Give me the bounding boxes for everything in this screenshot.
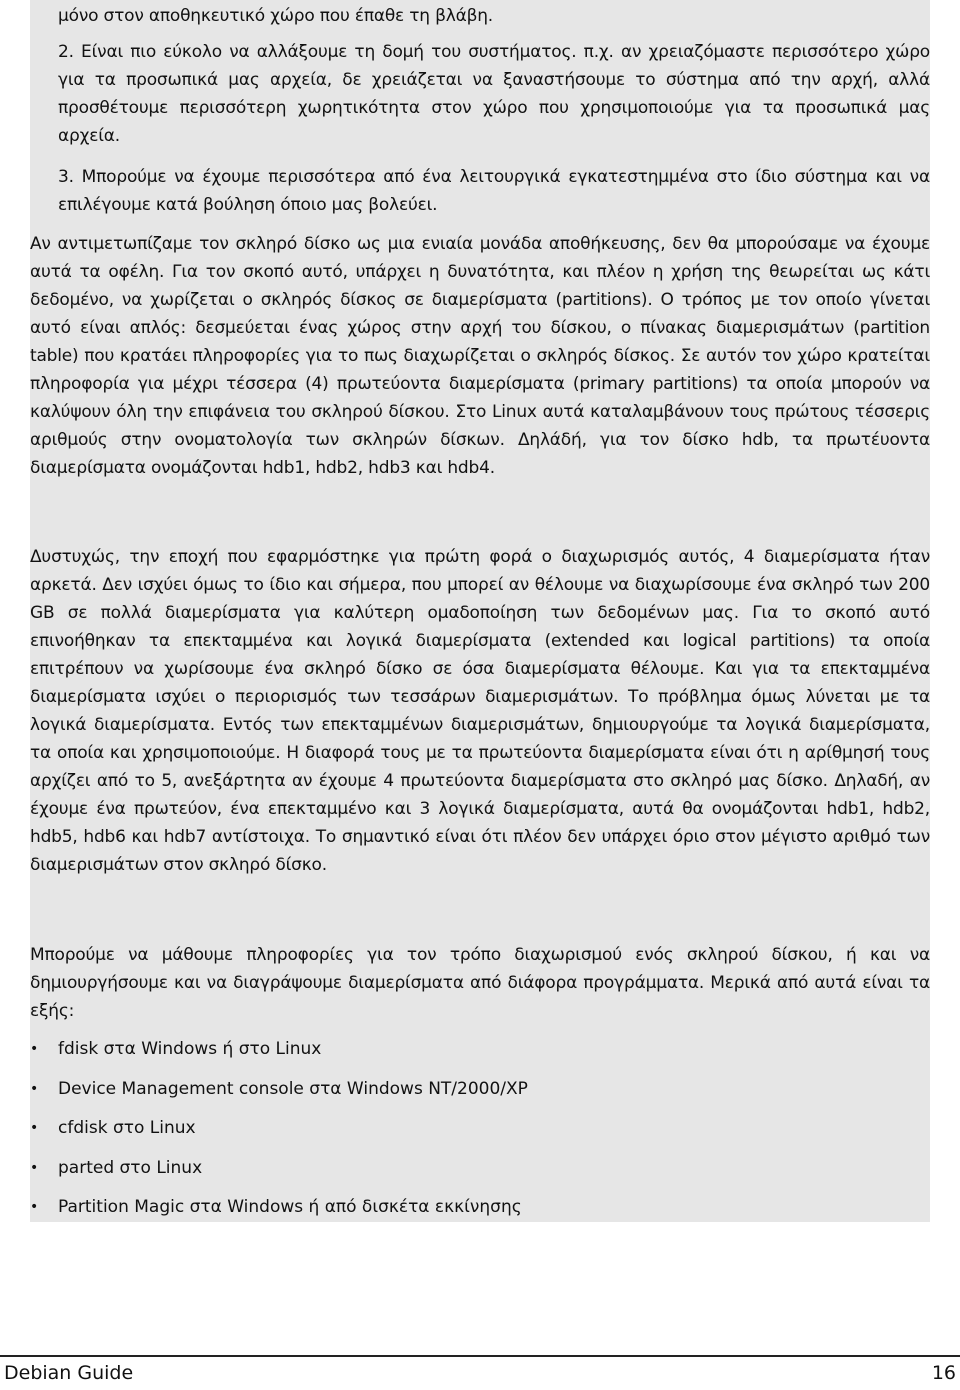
- paragraph-extended-logical: Δυστυχώς, την εποχή που εφαρμόστηκε για πρώτη φορά ο διαχωρισμός αυτός, 4 διαμερίσματα ήταν αρκετά. Δεν ισχύει όμως το ίδιο και σήμερα, που μπορεί αν θέλουμε να διαχωρίσουμε ένα σκληρό των 200 GB σε πολλά διαμερίσματα για καλύτερη ομαδοποίηση των δεδομένων μας. Για το σκοπό αυτό επινοήθηκαν τα επεκταμμένα και λογικά διαμερίσματα (extended και logical partitions) τα οποία επιτρέπουν να χωρίσουμε ένα σκληρό δίσκο σε όσα διαμερίσματα θέλουμε. Και για τα επεκταμμένα διαμερίσματα ισχύει ο περιορισμός των τεσσάρων διαμερισμάτων. Το πρόβλημα όμως λύνεται με τα λογικά διαμερίσματα. Εντός των επεκταμμένων διαμερισμάτων, δημιουργούμε τα λογικά διαμερίσματα, τα οποία και χρησιμοποιούμε. Η διαφορά τους με τα πρωτεύοντα διαμερίσματα είναι ότι η αρίθμησή τους αρχίζει από το 5, ανεξάρτητα αν έχουμε 4 πρωτεύοντα διαμερίσματα στο σκληρό μας δίσκο. Δηλαδή, αν έχουμε ένα πρωτεύον, ένα επεκταμμένο και 3 λογικά διαμερίσματα, αυτά θα ονομάζονται hdb1, hdb2, hdb5, hdb6 και hdb7 αντίστοιχα. Το σημαντικό είναι ότι πλέον δεν υπάρχει όριο στον μέγιστο αριθμό των διαμερισμάτων στον σκληρό δίσκο.: [30, 547, 930, 875]
- list-item-2: 2. Είναι πιο εύκολο να αλλάξουμε τη δομή του συστήματος. π.χ. αν χρειαζόμαστε περισσότερο χώρο για τα προσωπικά μας αρχεία, δε χρειάζεται να ξαναστήσουμε το σύστημα από την αρχή, αλλά προσθέτουμε περισσότερη χωρητικότητα στον χώρο που χρησιμοποιούμε για τα προσωπικά μας αρχεία.: [58, 42, 930, 146]
- paragraph-partitions-intro: Αν αντιμετωπίζαμε τον σκληρό δίσκο ως μια ενιαία μονάδα αποθήκευσης, δεν θα μπορούσαμε να έχουμε αυτά τα οφέλη. Για τον σκοπό αυτό, υπάρχει η δυνατότητα, και πλέον η χρήση της θεωρείται ως κάτι δεδομένο, να χωρίζεται ο σκληρός δίσκος σε διαμερίσματα (partitions). Ο τρόπος με τον οποίο γίνεται αυτό είναι απλός: δεσμεύεται ένας χώρος στην αρχή του δίσκου, ο πίνακας διαμερισμάτων (partition table) που κρατάει πληροφορίες για το πως διαχωρίζεται ο σκληρός δίσκος. Σε αυτόν τον χώρο κρατείται πληροφορία για μέχρι τέσσερα (4) πρωτεύοντα διαμερίσματα (primary partitions) τα οποία μπορούν να καλύψουν όλη την επιφάνεια του σκληρού δίσκου. Στο Linux αυτά καταλαμβάνουν τους πρώτους τέσσερις αριθμούς στην ονοματολογία των σκληρών δίσκων. Δηλάδή, για τον δίσκο hdb, τα πρωτέυοντα διαμερίσματα ονομάζονται hdb1, hdb2, hdb3 και hdb4.: [30, 234, 930, 478]
- page-body: [30, 0, 930, 1222]
- paragraph-tools-intro: Μπορούμε να μάθουμε πληροφορίες για τον τρόπο διαχωρισμού ενός σκληρού δίσκου, ή και να δημιουργήσουμε και να διαγράψουμε διαμερίσματα από διάφορα προγράμματα. Μερικά από αυτά είναι τα εξής:: [30, 945, 930, 1021]
- paragraph-continuation: μόνο στον αποθηκευτικό χώρο που έπαθε τη βλάβη.: [58, 6, 494, 26]
- list-item-3: 3. Μπορούμε να έχουμε περισσότερα από ένα λειτουργικά εγκατεστημμένα στο ίδιο σύστημα και να επιλέγουμε κατά βούληση όποιο μας βολεύει.: [58, 167, 930, 215]
- list-item: • Device Management console στα Windows NT/2000/XP: [30, 1070, 528, 1110]
- page-footer: [0, 1355, 960, 1390]
- footer-title: Debian Guide: [4, 1362, 134, 1384]
- page-number: 16: [931, 1362, 956, 1384]
- list-item: • Partition Magic στα Windows ή από δισκέτα εκκίνησης: [30, 1188, 528, 1228]
- list-item: • fdisk στα Windows ή στο Linux: [30, 1030, 528, 1070]
- list-item: • parted στο Linux: [30, 1149, 528, 1189]
- tools-list: [30, 1030, 528, 1228]
- list-item: • cfdisk στο Linux: [30, 1109, 528, 1149]
